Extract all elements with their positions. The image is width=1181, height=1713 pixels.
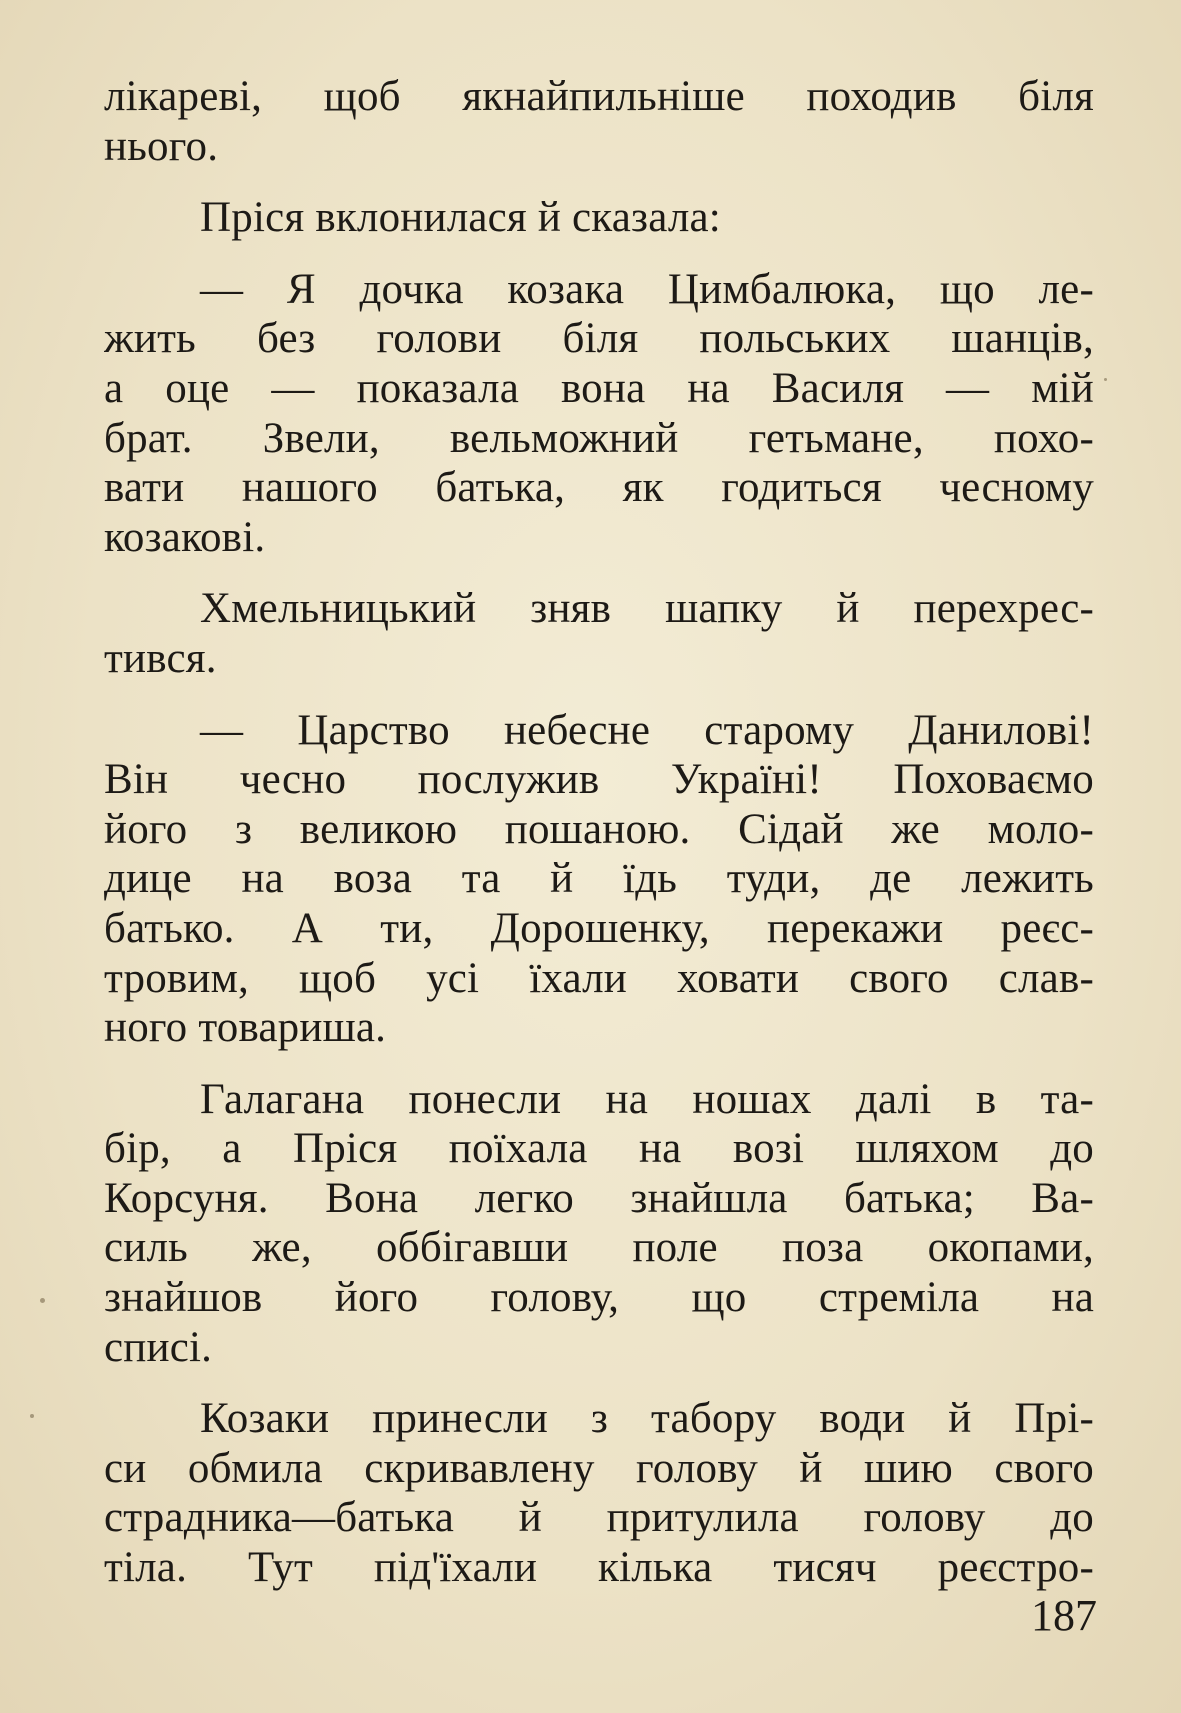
text-line: Він чесно послужив Україні! Поховаємо [104,756,1094,804]
text-line: знайшов його голову, що стреміла на [104,1274,1094,1322]
text-line: Корсуня. Вона легко знайшла батька; Ва- [104,1174,1094,1222]
paragraph-7 [104,1394,1094,1592]
text-line: нього. [104,122,219,170]
text-line: батько. А ти, Дорошенку, перекажи реєс- [104,904,1094,952]
text-line: ного товариша. [104,1004,387,1052]
text-line: Козаки принесли з табору води й Прі- [200,1395,1094,1443]
paper-speck [30,1414,34,1418]
text-line: — Я дочка козака Цимбалюка, що ле- [200,265,1094,313]
paragraph-1 [104,72,1094,171]
text-line: козакові. [104,513,266,561]
text-line: його з великою пошаною. Сідай же моло- [104,805,1094,853]
text-line: лікареві, щоб якнайпильніше походив біля [104,73,1094,120]
text-line: Галагана понесли на ношах далі в та- [200,1075,1094,1123]
paragraph-4 [104,584,1094,683]
paragraph-6 [104,1075,1094,1373]
text-line: Хмельницький зняв шапку й перехрес- [200,585,1094,633]
text-line: Пріся вклонилася й сказала: [200,194,721,242]
paragraph-2 [104,193,1094,243]
text-line: списі. [104,1323,213,1371]
paper-speck [40,1298,45,1303]
text-line: — Царство небесне старому Данилові! [200,706,1094,754]
paper-speck [1104,378,1107,381]
paragraph-3 [104,265,1094,563]
text-line: брат. Звели, вельможний гетьмане, похо- [104,414,1094,462]
text-line: силь же, оббігавши поле поза окопами, [104,1224,1094,1272]
text-line: дице на воза та й їдь туди, де лежить [104,855,1094,903]
page-number: 187 [1031,1591,1097,1640]
text-line: страдника—батька й притулила голову до [104,1494,1094,1542]
text-line: тіла. Тут під'їхали кілька тисяч реєстро- [104,1544,1094,1592]
text-line: а оце — показала вона на Василя — мій [104,364,1094,412]
text-line: си обмила скривавлену голову й шию свого [104,1444,1094,1492]
text-line: тився. [104,634,217,682]
paragraph-5 [104,706,1094,1053]
text-line: бір, а Пріся поїхала на возі шляхом до [104,1125,1094,1173]
body-text [104,72,1094,1615]
text-line: вати нашого батька, як годиться чесному [104,464,1094,512]
text-line: тровим, щоб усі їхали ховати свого слав- [104,954,1094,1002]
text-line: жить без голови біля польських шанців, [104,315,1094,363]
